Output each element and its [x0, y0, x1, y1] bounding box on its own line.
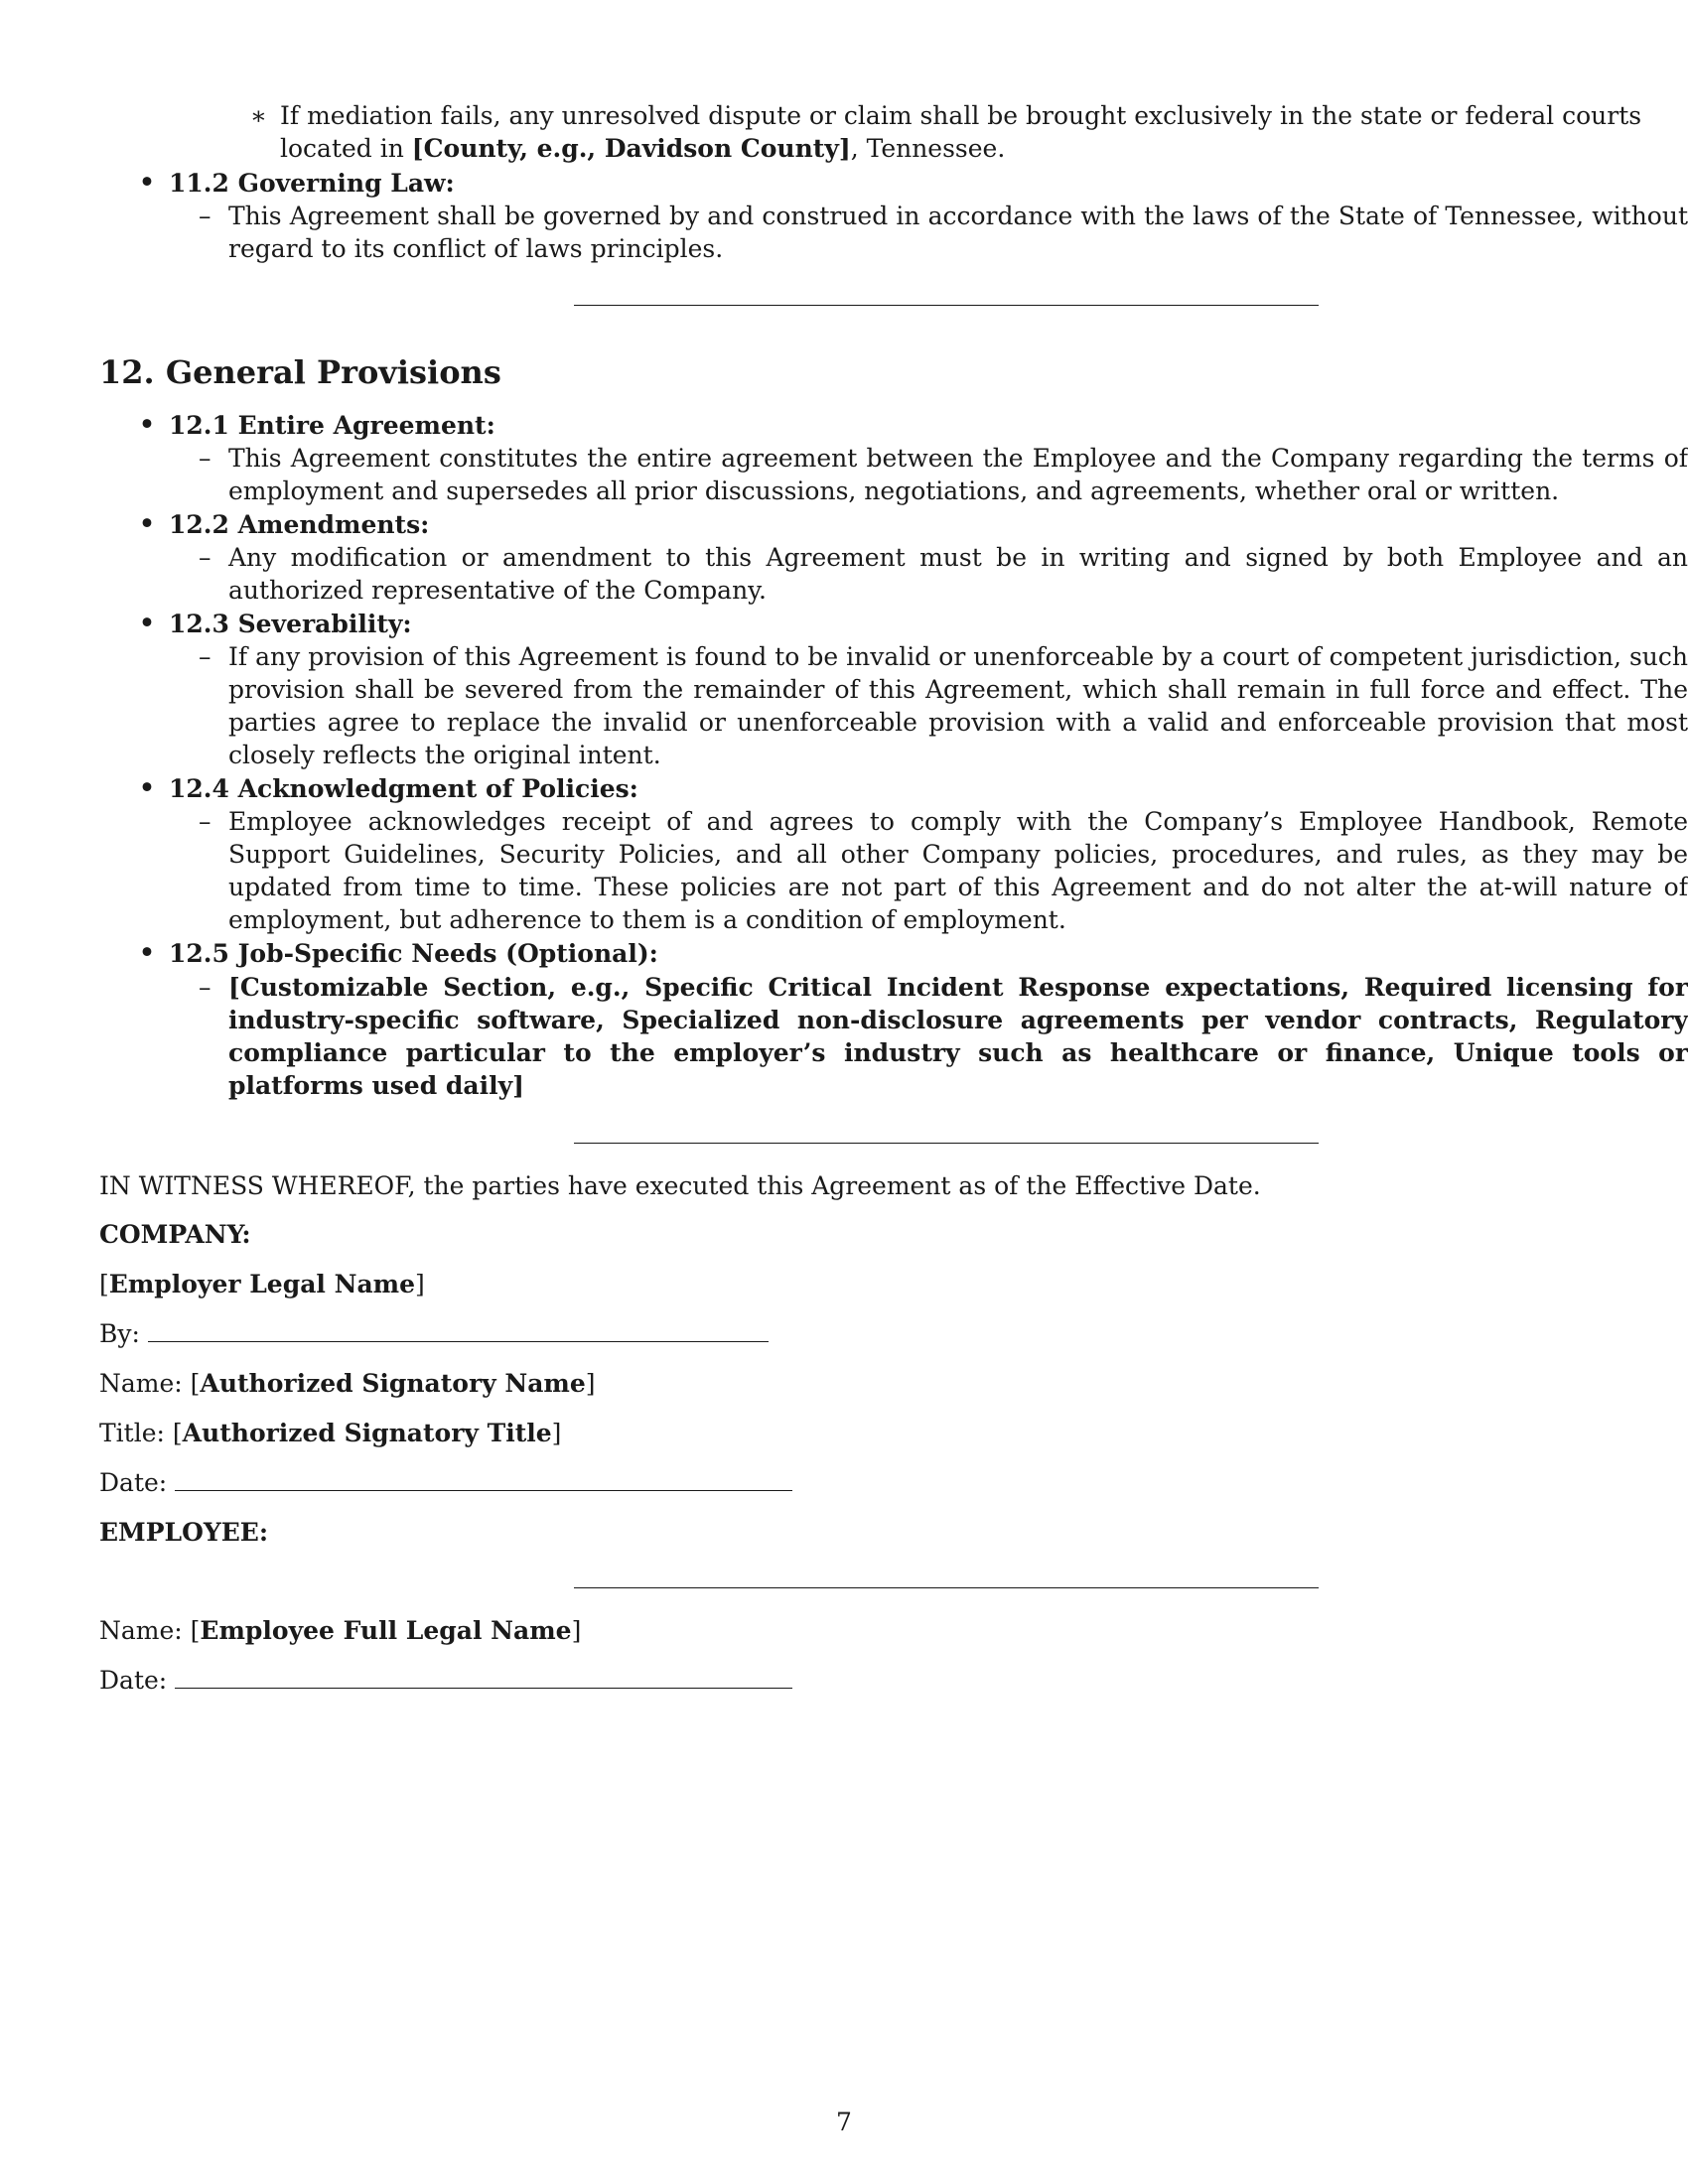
item-12-2-text: – Any modification or amendment to this Agreement must be in writing and signed by both Employee and an authorized representative of the Company.: [199, 543, 1688, 605]
company-signature-line[interactable]: [148, 1317, 769, 1342]
item-12-4-text: – Employee acknowledges receipt of and agrees to comply with the Company’s Employee Handbook, Remote Support Guidelines, Security Policies, and all other Company policies, procedures, and rules, as they may be updated from time to time. These policies are not part of this Agreement and do not alter the at-will nature of employment, but adherence to them is a condition of employment.: [199, 807, 1688, 934]
county-placeholder: [County, e.g., Davidson County]: [411, 134, 851, 163]
item-12-5-heading: • 12.5 Job-Specific Needs (Optional):: [139, 938, 658, 968]
employee-name-placeholder: Employee Full Legal Name: [200, 1616, 572, 1645]
employee-date-line: Date:: [99, 1664, 792, 1697]
company-date-field[interactable]: [175, 1466, 792, 1491]
authorized-title-placeholder: Authorized Signatory Title: [182, 1419, 552, 1447]
governing-law-heading: • 11.2 Governing Law:: [139, 168, 455, 198]
item-12-3-heading: • 12.3 Severability:: [139, 609, 412, 638]
item-12-3-text: – If any provision of this Agreement is found to be invalid or unenforceable by a court of competent jurisdiction, such provision shall be severed from the remainder of this Agreement, which shall remain in full force and effect. The parties agree to replace the invalid or unenforceable provision with a valid and enforceable provision that most closely reflects the original intent.: [199, 642, 1688, 769]
employer-name-line: [Employer Legal Name]: [99, 1270, 425, 1298]
item-12-4-heading: • 12.4 Acknowledgment of Policies:: [139, 773, 638, 803]
employee-name-line: Name: [Employee Full Legal Name]: [99, 1616, 582, 1645]
employee-label: EMPLOYEE:: [99, 1518, 269, 1547]
item-12-5-text: – [Customizable Section, e.g., Specific Critical Incident Response expectations, Required licensing for industry-specific software, Specialized non-disclosure agreements per vendor contracts, Regulatory compliance particular to the employer’s industry such as healthcare or finance, Unique tools or platforms used daily]: [199, 973, 1688, 1100]
item-12-2-heading: • 12.2 Amendments:: [139, 509, 430, 539]
authorized-title-line: Title: [Authorized Signatory Title]: [99, 1419, 562, 1447]
page-number: 7: [836, 2108, 852, 2136]
dash: –: [199, 202, 211, 230]
asterisk-bullet: ∗: [250, 101, 267, 130]
employee-signature-line[interactable]: [574, 1587, 1319, 1588]
section-12-heading: 12. General Provisions: [99, 353, 501, 391]
authorized-name-line: Name: [Authorized Signatory Name]: [99, 1369, 596, 1398]
authorized-name-placeholder: Authorized Signatory Name: [200, 1369, 586, 1398]
mediation-court-item: [250, 99, 1688, 165]
witness-statement: IN WITNESS WHEREOF, the parties have executed this Agreement as of the Effective Date.: [99, 1171, 1261, 1200]
company-date-line: Date:: [99, 1466, 792, 1499]
employee-date-field[interactable]: [175, 1664, 792, 1689]
company-label: COMPANY:: [99, 1220, 251, 1249]
item-12-1-text: – This Agreement constitutes the entire agreement between the Employee and the Company regarding the terms of employment and supersedes all prior discussions, negotiations, and agreements, whether oral or written.: [199, 444, 1688, 505]
employer-name-placeholder: Employer Legal Name: [108, 1270, 416, 1298]
governing-law-text: – This Agreement shall be governed by and construed in accordance with the laws of the State of Tennessee, without regard to its conflict of laws principles.: [199, 202, 1688, 263]
by-line: By:: [99, 1317, 769, 1350]
item-12-1-heading: • 12.1 Entire Agreement:: [139, 410, 495, 440]
bullet: •: [139, 168, 155, 197]
section-divider: [574, 1143, 1319, 1144]
section-divider: [574, 305, 1319, 306]
mediation-text: If mediation fails, any unresolved dispute or claim shall be brought exclusively in the state or federal courts located in: [280, 101, 1642, 163]
mediation-text-end: , Tennessee.: [850, 134, 1006, 163]
